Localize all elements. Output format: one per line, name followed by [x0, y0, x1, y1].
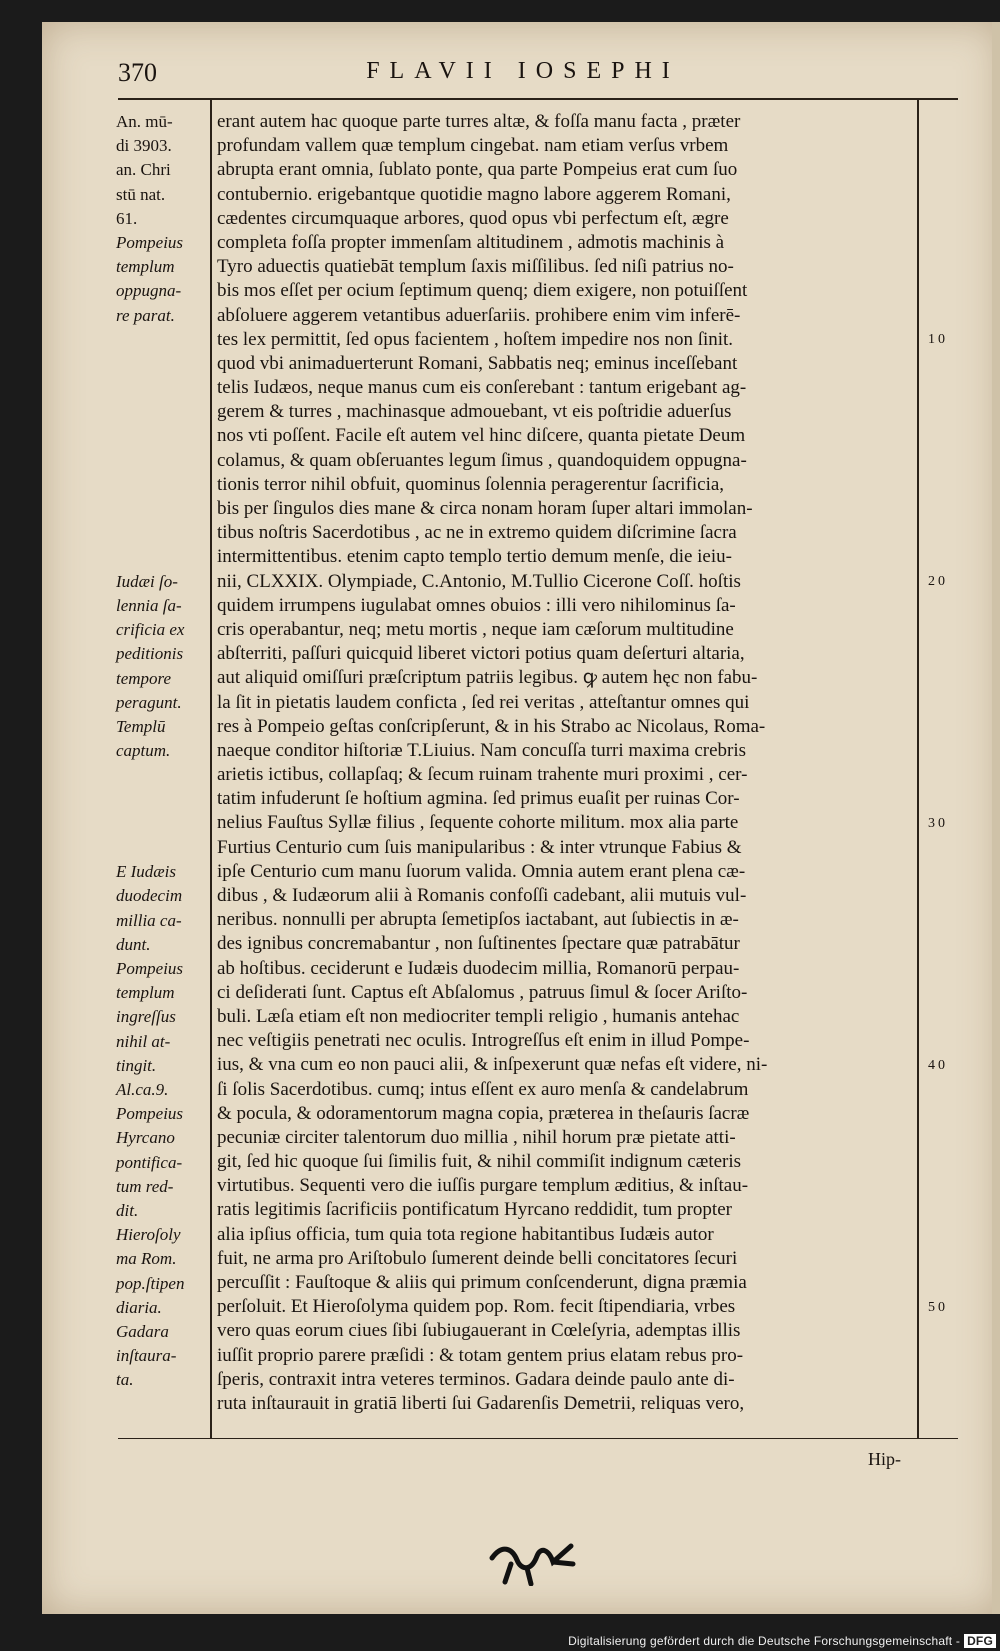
text-line: Tyro aduectis quatiebāt templum ſaxis miſſilibus. ſed niſi patrius no-	[217, 256, 734, 278]
text-line: contubernio. erigebantque quotidie magno labore aggerem Romani,	[217, 183, 731, 205]
library-stamp-icon	[487, 1538, 577, 1586]
text-line: ab hoſtibus. ceciderunt e Iudæis duodecim millia, Romanorū perpau-	[217, 957, 740, 979]
line-number-column-rule	[917, 100, 919, 1438]
text-line: nos vti poſſent. Facile eſt autem vel hinc diſcere, quanta pietate Deum	[217, 425, 746, 447]
footer-rule	[118, 1438, 958, 1439]
text-line: res à Pompeio geſtas conſcripſerunt, & in his Strabo ac Nicolaus, Roma-	[217, 715, 766, 737]
text-line: nii, CLXXIX. Olympiade, C.Antonio, M.Tullio Cicerone Coſſ. hoſtis	[217, 570, 741, 592]
text-line: pecuniæ circiter talentorum duo millia , nihil horum præ pietate atti-	[217, 1126, 736, 1148]
text-line: bis per ſingulos dies mane & circa nonam horam ſuper altari immolan-	[217, 498, 753, 519]
margin-note: An. mū- di 3903. an. Chri stū nat. 61.	[116, 112, 173, 228]
text-line: bis mos eſſet per ocium ſeptimum quenq; diem exigere, non potuiſſent	[217, 280, 748, 302]
running-title: FLAVII IOSEPHI	[366, 58, 680, 84]
text-line: telis Iudæos, neque manus cum eis conſerebant : tantum erigebant ag-	[217, 377, 747, 399]
text-line: ſperis, contraxit intra veteres terminos. Gadara deinde paulo ante di-	[217, 1368, 735, 1390]
text-line: percuſſit : Fauſtoque & aliis qui primum conſcenderunt, digna præmia	[217, 1272, 747, 1293]
text-line: abſterriti, paſſuri quicquid liberet victori potius quam deſerturi altaria,	[217, 643, 745, 665]
line-number: 40	[928, 1057, 948, 1073]
text-line: ratis legitimis ſacrificiis pontificatum Hyrcano reddidit, tum propter	[217, 1199, 732, 1221]
text-line: iuſſit proprio parere præſidi : & totam gentem prius elatam rebus pro-	[217, 1344, 744, 1366]
text-line: tatim infuderunt ſe hoſtium agmina. ſed primus euaſit per ruinas Cor-	[217, 788, 740, 810]
text-line: buli. Læſa etiam eſt non mediocriter templi religio , humanis antehac	[217, 1005, 740, 1027]
text-line: ruta inſtaurauit in gratiā liberti ſui Gadarenſis Demetrii, reliquas vero,	[217, 1392, 745, 1414]
text-line: neribus. nonnulli per abrupta ſemetipſos iactabant, aut ſubiectis in æ-	[217, 909, 739, 931]
credit-text: Digitalisierung gefördert durch die Deutsche Forschungsgemeinschaft -	[568, 1634, 961, 1648]
text-line: abſoluere aggerem vetantibus aduerſariis. prohibere enim vim inferē-	[217, 304, 741, 326]
text-line: Furtius Centurio cum ſuis manipularibus : & inter vtrunque Fabius &	[217, 836, 742, 858]
margin-note: Iudæi ſo- lennia ſa- crificia ex peditionis tempore peragunt. Templū captum.	[116, 571, 185, 761]
line-number: 50	[928, 1299, 948, 1315]
text-line: intermittentibus. etenim capto templo tertio demum menſe, die ieiu-	[217, 546, 732, 568]
page-number: 370	[118, 58, 157, 87]
dfg-logo: DFG	[964, 1634, 996, 1648]
text-line: tibus noſtris Sacerdotibus , ac ne in extremo quidem diſcrimine ſacra	[217, 522, 737, 544]
line-number: 30	[928, 815, 948, 831]
text-line: dibus , & Iudæorum alii à Romanis confoſſi cadebant, alii mutuis vul-	[217, 885, 747, 906]
page-header	[118, 58, 868, 98]
main-text-column	[217, 110, 915, 1416]
text-line: git, ſed hic quoque ſui ſimilis fuit, & nihil commiſit indignum cæteris	[217, 1151, 742, 1173]
text-line: gerem & turres , machinasque admouebant, vt eis poſtridie aduerſus	[217, 401, 732, 423]
text-line: ſi ſolis Sacerdotibus. cumq; intus eſſent ex auro menſa & candelabrum	[217, 1078, 749, 1100]
text-line: nec veſtigiis penetrati nec oculis. Introgreſſus eſt enim in illud Pompe-	[217, 1030, 750, 1052]
text-line: virtutibus. Sequenti vero die iuſſis purgare templum æditius, & inſtau-	[217, 1175, 749, 1197]
text-line: tionis terror nihil obfuit, quominus ſolennia peragerentur ſacrificia,	[217, 473, 725, 495]
margin-note: Pompeius templum oppugna- re parat.	[116, 233, 184, 325]
text-line: alia ipſius officia, tum quia tota regione habitantibus Iudæis autor	[217, 1223, 714, 1245]
text-line: perſoluit. Et Hieroſolyma quidem pop. Rom. fecit ſtipendiaria, vrbes	[217, 1296, 736, 1318]
text-line: erant autem hac quoque parte turres altæ, & foſſa manu facta , præter	[217, 111, 741, 132]
text-line: abrupta erant omnia, ſublato ponte, qua parte Pompeius erat cum ſuo	[217, 159, 738, 181]
text-line: completa foſſa propter immenſam altitudinem , admotis machinis à	[217, 231, 725, 253]
text-line: quod vbi animaduerterunt Romani, Sabbatis neq; eminus inceſſebant	[217, 352, 738, 374]
text-line: nelius Fauſtus Syllæ filius , ſequente cohorte militum. mox alia parte	[217, 812, 739, 834]
text-line: tes lex permittit, ſed opus facientem , hoſtem impedire nos non ſinit.	[217, 328, 734, 350]
text-line: cris operabantur, neq; metu mortis , neque iam cæſorum multitudine	[217, 618, 734, 640]
text-line: la ſit in pietatis laudem conficta , ſed rei veritas , atteſtantur omnes qui	[217, 691, 750, 713]
text-line: vero quas eorum ciues ſibi ſubiugauerant in Cœleſyria, ademptas illis	[217, 1320, 741, 1342]
text-line: aut aliquid omiſſuri præſcriptum patriis legibus. ꝙ autem hęc non fabu-	[217, 667, 758, 689]
text-line: & pocula, & odoramentorum magna copia, præterea in theſauris ſacræ	[217, 1102, 750, 1124]
line-number: 10	[928, 331, 948, 347]
text-line: arietis ictibus, collapſaq; & ſecum ruinam trahente muri proximi , cer-	[217, 764, 748, 786]
text-line: ipſe Centurio cum manu ſuorum valida. Omnia autem erant plena cæ-	[217, 860, 746, 882]
text-line: ius, & vna cum eo non pauci alii, & inſpexerunt quæ nefas eſt videre, ni-	[217, 1054, 768, 1076]
text-line: ci deſiderati ſunt. Captus eſt Abſalomus , patruus ſimul & ſocer Ariſto-	[217, 981, 748, 1003]
text-line: des ignibus concremabantur , non ſuſtinentes ſpectare quæ patrabātur	[217, 933, 740, 955]
text-line: profundam vallem quæ templum cingebat. nam etiam verſus vrbem	[217, 135, 729, 157]
header-rule	[118, 98, 958, 100]
text-line: fuit, ne arma pro Ariſtobulo ſumerent deinde belli concitatores ſecuri	[217, 1247, 738, 1269]
page-edge	[992, 22, 1000, 1614]
digitization-credit	[568, 1634, 996, 1648]
text-line: quidem irrumpens iugulabat omnes obuios : illi vero nihilominus ſa-	[217, 594, 736, 616]
catchword: Hip-	[868, 1449, 901, 1469]
line-number: 20	[928, 573, 948, 589]
text-line: cædentes circumquaque arbores, quod opus vbi perfectum eſt, ægre	[217, 207, 729, 229]
text-line: naeque conditor hiſtoriæ T.Liuius. Nam concuſſa turri maxima crebris	[217, 739, 747, 761]
text-line: colamus, & quam obſeruantes legum ſimus , quandoquidem oppugna-	[217, 449, 747, 471]
margin-note: E Iudæis duodecim millia ca- dunt. Pompeius templum ingreſſus nihil at- tingit. Al.ca.9. Pompeius Hyrcano pontifica- tum red- dit. Hieroſoly ma Rom. pop.ſtipen diaria. Gadara inſtaura- ta.	[116, 862, 185, 1390]
